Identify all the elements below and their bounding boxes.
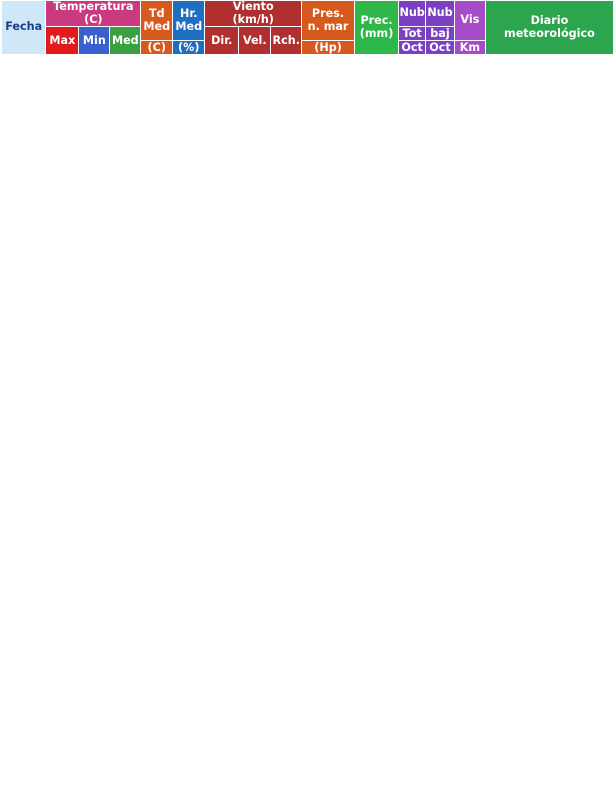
- header-td-unit: (C): [141, 41, 172, 54]
- header-rch: Rch.: [271, 27, 301, 54]
- header-pres-unit: (Hp): [302, 41, 354, 54]
- header-viento-title: Viento: [232, 1, 274, 13]
- header-prec-unit: (mm): [359, 26, 394, 40]
- header-pres-title: Pres.: [311, 7, 345, 20]
- header-diario: [486, 1, 613, 54]
- header-vis: Vis: [455, 1, 485, 40]
- header-temperatura-unit: (C): [84, 12, 103, 26]
- header-prec-title: Prec.: [360, 14, 393, 27]
- header-baj: baj: [426, 27, 454, 40]
- header-med: Med: [110, 27, 140, 54]
- header-diario-sub: meteorológico: [504, 26, 595, 40]
- header-td-sub1: Med: [143, 19, 171, 33]
- header-fecha[interactable]: Fecha: [2, 1, 45, 54]
- header-viento: [205, 1, 301, 26]
- header-td-title: Td: [148, 7, 165, 20]
- header-dir: Dir.: [205, 27, 238, 54]
- header-hr-title: Hr.: [179, 7, 198, 20]
- header-min: Min: [79, 27, 109, 54]
- header-nub-tot: Nub: [399, 1, 425, 26]
- header-vel: Vel.: [239, 27, 270, 54]
- header-hr: [173, 1, 204, 40]
- header-nub-baj: Nub: [426, 1, 454, 26]
- header-pres-sub1: n. mar: [307, 19, 349, 33]
- header-diario-title: Diario: [530, 14, 569, 27]
- weather-data-table: [1, 0, 614, 55]
- header-hr-sub1: Med: [175, 19, 203, 33]
- header-tot: Tot: [399, 27, 425, 40]
- header-temperatura-title: Temperatura: [53, 1, 134, 13]
- header-tot-oct: Oct: [399, 41, 425, 54]
- header-baj-oct: Oct: [426, 41, 454, 54]
- header-prec: [355, 1, 398, 54]
- header-viento-unit: (km/h): [232, 12, 274, 26]
- header-temperatura: [46, 1, 140, 26]
- header-pres: [302, 1, 354, 40]
- header-max: Max: [46, 27, 78, 54]
- header-vis-km: Km: [455, 41, 485, 54]
- header-hr-unit: (%): [173, 41, 204, 54]
- header-td: [141, 1, 172, 40]
- table-header: [2, 1, 613, 54]
